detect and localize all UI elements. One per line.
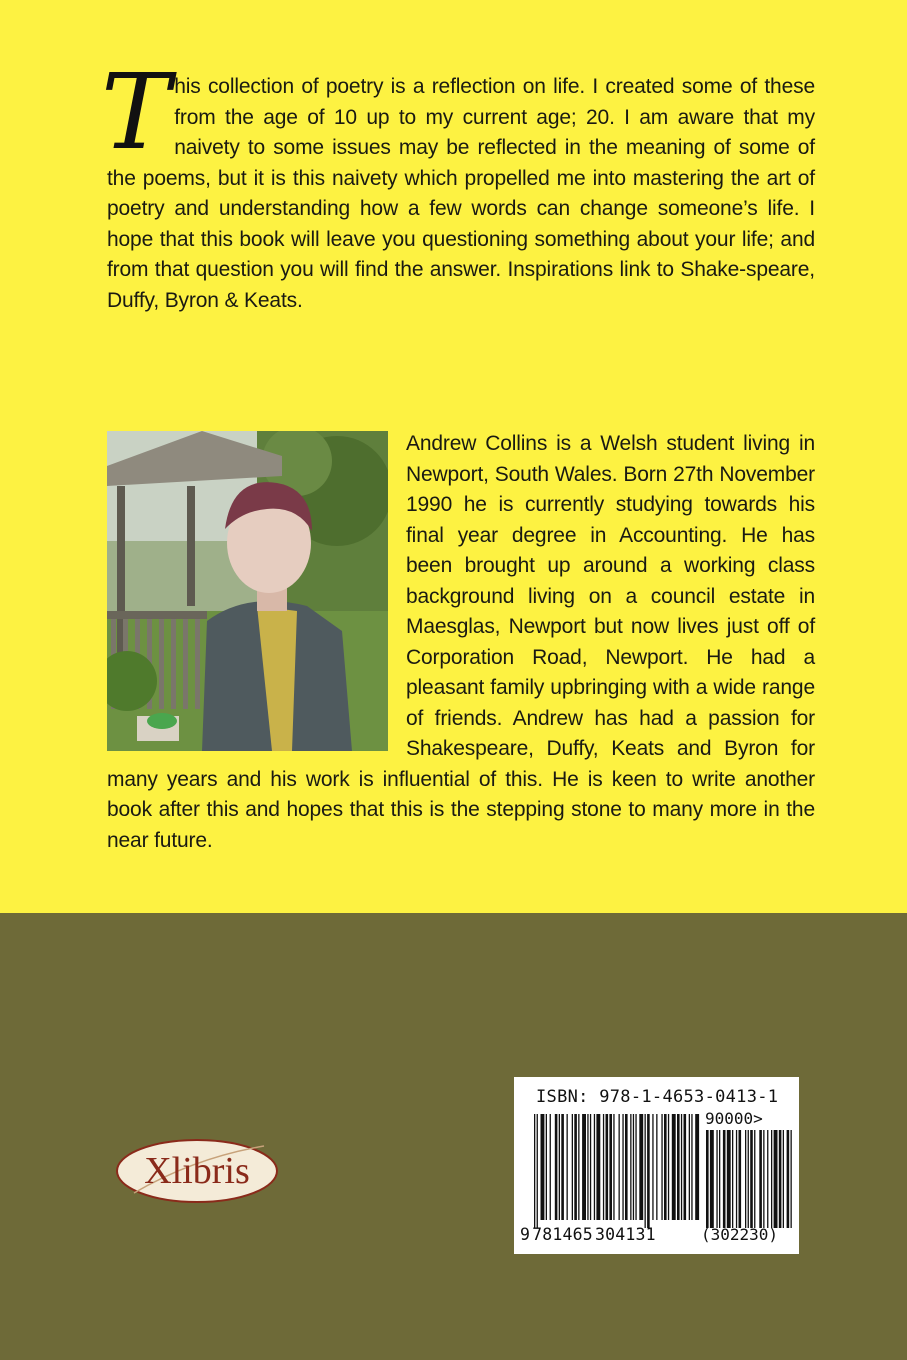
barcode-bar (537, 1114, 538, 1228)
barcode-bar (546, 1114, 547, 1220)
barcode-bar (561, 1114, 564, 1220)
barcode-bar (606, 1114, 609, 1220)
barcode-bar (639, 1114, 643, 1220)
addon-bar (739, 1130, 742, 1228)
addon-bar (791, 1130, 792, 1228)
barcode-digit-group: 781465 (532, 1225, 593, 1244)
addon-bar (763, 1130, 764, 1228)
barcode-bar (574, 1114, 577, 1220)
barcode-bar (684, 1114, 687, 1220)
barcode-bar (647, 1114, 650, 1228)
barcode-bar (609, 1114, 612, 1220)
barcode-bar (603, 1114, 604, 1220)
barcode-bar (534, 1114, 535, 1228)
barcode-bar (559, 1114, 560, 1220)
barcode-bar (656, 1114, 657, 1220)
addon-bar (706, 1130, 709, 1228)
price-code: (302230) (701, 1225, 779, 1244)
barcode-digit-group: 9 (520, 1225, 531, 1244)
addon-bar (748, 1130, 749, 1228)
barcode-bar (622, 1114, 623, 1220)
addon-bar (736, 1130, 737, 1228)
barcode-bar (695, 1114, 699, 1220)
addon-bar (710, 1130, 714, 1228)
barcode-bar (689, 1114, 690, 1220)
isbn-number: 978-1-4653-0413-1 (599, 1087, 779, 1107)
addon-bar (767, 1130, 768, 1228)
barcode-bars (534, 1114, 796, 1228)
author-bio-text: Andrew Collins is a Welsh student living in Newport, South Wales. Born 27th November 1990 he is currently studying towards his final year degree in Accounting. He has been brought up around a working class background living on a council estate in Maesglas, Newport but now lives just off of Corporation Road, Newport. He had a pleasant family upbringing with a wide range of friends. Andrew has had a passion for Shakespeare, Duffy, Keats and Byron for many years and his work is influential of this. He is keen to write another book after this and hopes that this is the stepping stone to many more in the near future. (107, 432, 815, 852)
barcode-bar (672, 1114, 676, 1220)
barcode-bar (652, 1114, 653, 1220)
barcode-bar (578, 1114, 579, 1220)
addon-bar (771, 1130, 772, 1228)
isbn-label: ISBN: (536, 1087, 589, 1107)
barcode-digits (520, 1225, 658, 1244)
barcode-bar (594, 1114, 595, 1220)
barcode-bar (590, 1114, 591, 1220)
addon-bar (719, 1130, 720, 1228)
drop-cap: T (101, 51, 171, 173)
barcode-bar (587, 1114, 588, 1220)
addon-bar (779, 1130, 782, 1228)
barcode-bar (582, 1114, 586, 1220)
addon-bar (745, 1130, 746, 1228)
barcode-bar (677, 1114, 680, 1220)
barcode-bar (596, 1114, 600, 1220)
addon-bar (754, 1130, 755, 1228)
barcode-bar (661, 1114, 662, 1220)
barcode-digit-group: 304131 (594, 1225, 656, 1244)
barcode-bar (572, 1114, 573, 1220)
addon-bar (759, 1130, 762, 1228)
addon-bar (783, 1130, 784, 1228)
isbn-line (536, 1087, 778, 1107)
addon-bar (723, 1130, 726, 1228)
publisher-logo (114, 1138, 280, 1206)
barcode-bar (664, 1114, 667, 1220)
addon-bar (774, 1130, 778, 1228)
addon-code: 90000> (705, 1109, 763, 1128)
barcode-bar (619, 1114, 620, 1220)
intro-paragraph (101, 51, 815, 316)
addon-bar (787, 1130, 790, 1228)
addon-bar (732, 1130, 733, 1228)
barcode-bar (550, 1114, 551, 1220)
barcode-bar (613, 1114, 614, 1220)
addon-bar (727, 1130, 731, 1228)
barcode-bar (633, 1114, 634, 1220)
barcode-bar (635, 1114, 636, 1220)
barcode-bar (691, 1114, 692, 1220)
intro-text: his collection of poetry is a reflection on life. I created some of these from the age of 10 up to my current age; 20. I am aware that my naivety to some issues may be reflected in the meaning of some of the poems, but it is this naivety which propelled me into mastering the art of poetry and understanding how a few words can change someone’s life. I hope that this book will leave you questioning something about your life; and from that question you will find the answer. Inspirations link to Shake-speare, Duffy, Byron & Keats. (107, 75, 815, 312)
isbn-barcode (514, 1077, 799, 1254)
author-bio-paragraph (107, 429, 815, 856)
barcode-bar (555, 1114, 558, 1220)
barcode-bar (645, 1114, 646, 1228)
barcode-bar (681, 1114, 682, 1220)
barcode-bar (567, 1114, 568, 1220)
addon-bar (716, 1130, 717, 1228)
barcode-bar (625, 1114, 628, 1220)
addon-bar (750, 1130, 753, 1228)
barcode-bar (541, 1114, 545, 1220)
barcode-bar (630, 1114, 631, 1220)
publisher-logo-text: Xlibris (144, 1150, 250, 1192)
barcode-bar (668, 1114, 669, 1220)
